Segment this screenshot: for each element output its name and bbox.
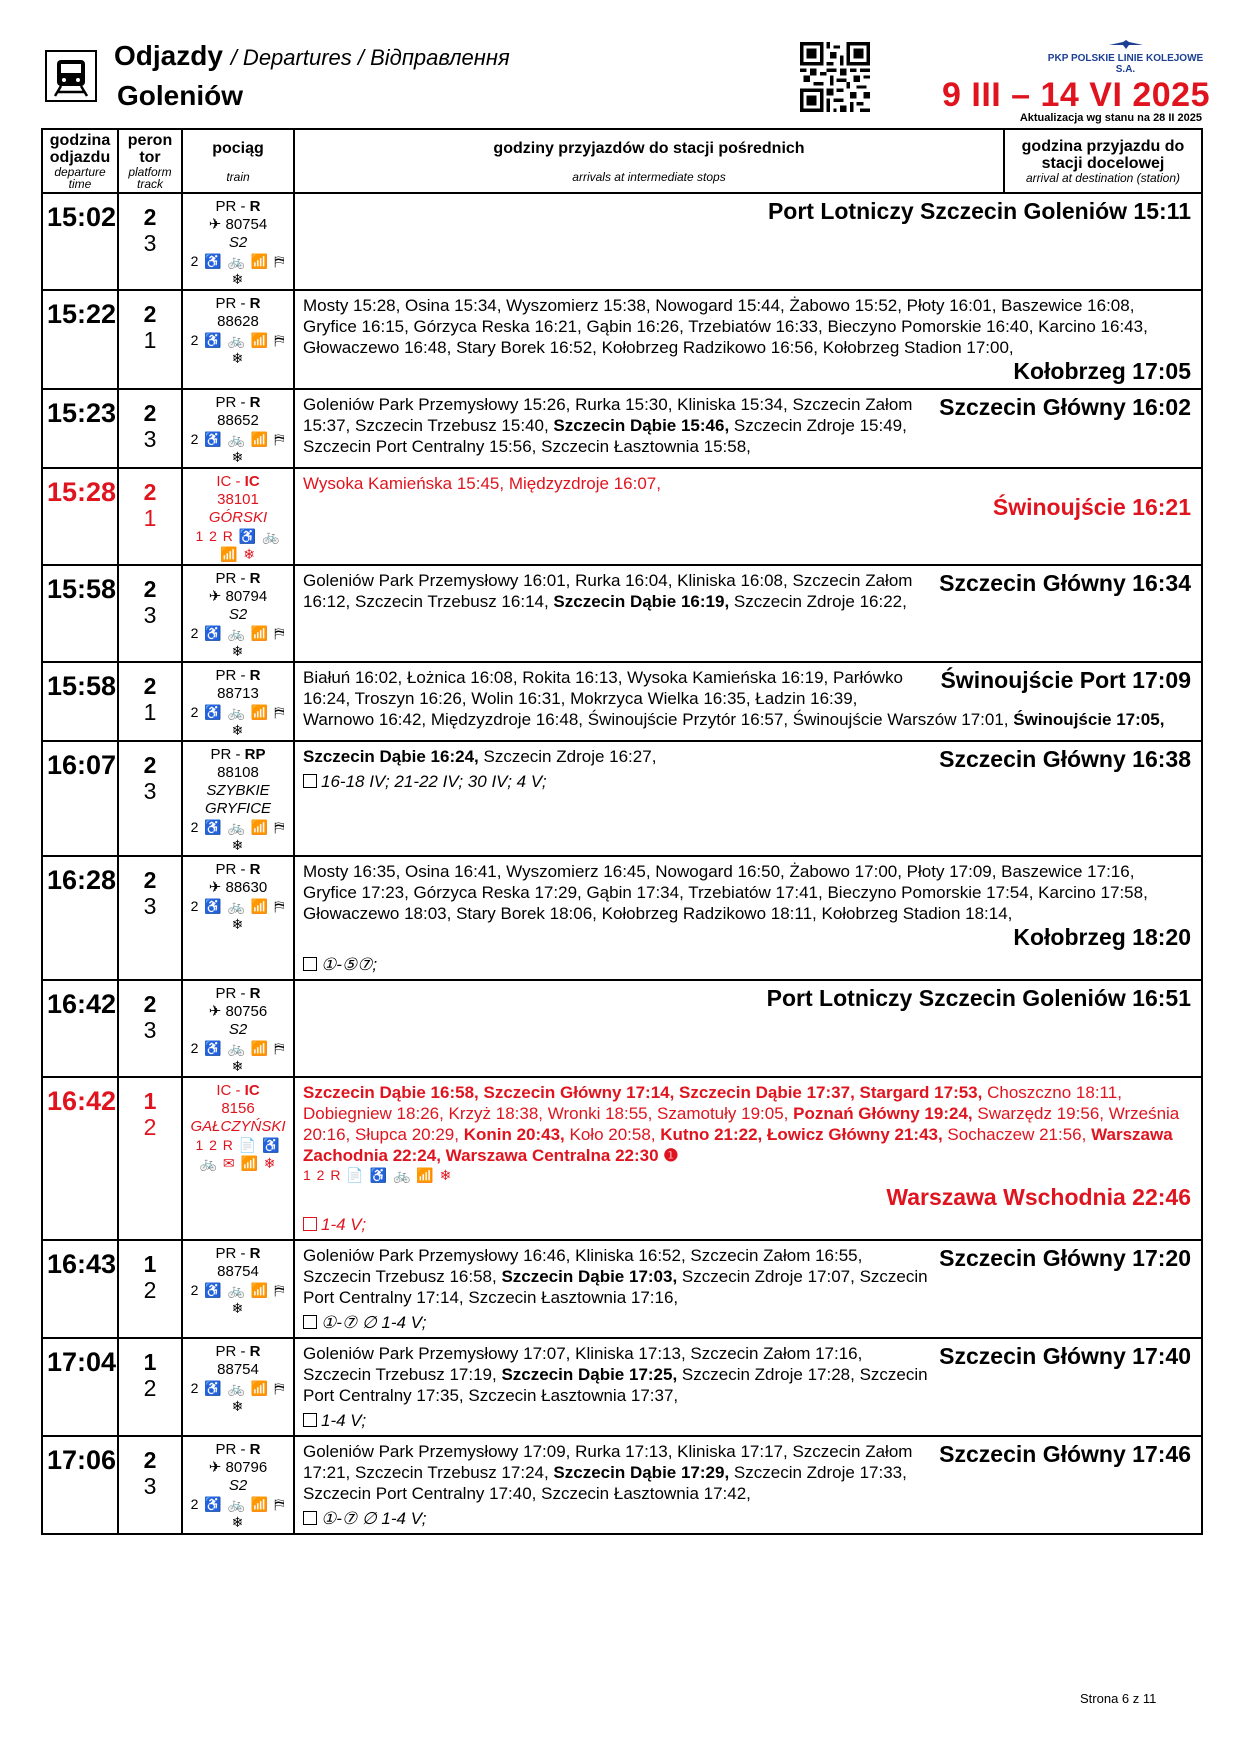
calendar-icon [303,1315,317,1329]
platform-cell [118,565,182,662]
category-code: R [249,198,261,215]
platform-cell [118,193,182,290]
departure-time: 17:04 [42,1338,118,1436]
carrier-code: PR - [215,295,250,312]
carrier-code: PR - [215,861,250,878]
service-icons: 2 ♿ 🚲 📶 ⛿ [190,1380,286,1396]
table-row [42,662,1202,741]
service-icons-extra: 🚲 ✉ 📶 ❄ [199,1155,277,1171]
track-number: 3 [143,778,157,804]
train-number: 88754 [217,1263,259,1280]
title-translations: / Departures / Відправлення [230,45,510,70]
train-number: 88652 [217,412,259,429]
stops-after: Szczecin Zdroje 17:07, Szczecin Port Centralny 17:14, Szczecin Łasztownia 17:16, [303,1267,928,1307]
carrier-code: PR - [215,1441,250,1458]
platform-cell [118,1240,182,1338]
track-number: 1 [143,505,157,531]
table-row [42,1436,1202,1534]
track-number: 2 [143,1277,157,1303]
carrier-code: PR - [215,570,250,587]
key-stop: Szczecin Dąbie 17:29, [553,1463,730,1482]
calendar-icon [303,1413,317,1427]
platform-number: 2 [143,400,157,426]
service-icons-inline: 1 2 R 📄 ♿ 🚲 📶 ❄ [303,1167,453,1183]
stops-cell [294,662,1202,741]
train-cell [182,468,294,565]
service-icons: 2 ♿ 🚲 📶 ⛿ [190,431,286,447]
train-cell [182,1077,294,1240]
stop-segment: Warszawa Zachodnia 22:24, Warszawa Centralna 22:30 [303,1125,1173,1165]
track-number: 3 [143,230,157,256]
table-row [42,856,1202,980]
running-days-note [303,771,1191,792]
key-stop: Szczecin Dąbie 16:19, [553,592,730,611]
track-number: 3 [143,1017,157,1043]
train-name: S2 [228,1477,248,1494]
stops-before: Goleniów Park Przemysłowy 15:26, Rurka 15:30, Kliniska 15:34, Szczecin Załom 15:37, Szczecin Trzebusz 15:40, [303,395,913,435]
destination: Szczecin Główny 17:40 [939,1343,1191,1369]
train-number: ✈ 80756 [208,1003,268,1020]
train-name: GAŁCZYŃSKI [190,1118,286,1135]
platform-number: 2 [143,673,157,699]
table-row [42,565,1202,662]
category-code: RP [244,746,266,763]
carrier-code: IC - [216,473,245,490]
platform-cell [118,389,182,468]
calendar-icon [303,774,317,788]
table-row [42,389,1202,468]
stop-segment: Choszczno 18:11, Dobiegniew 18:26, Krzyż 18:38, Wronki 18:55, Szamotuły 19:05, [303,1083,1122,1123]
running-days: 1-4 V; [321,1411,367,1430]
train-number: ✈ 80796 [208,1459,268,1476]
train-name: S2 [228,234,248,251]
service-icons: 1 2 R ♿ 🚲 [195,528,281,544]
departure-time: 17:06 [42,1436,118,1534]
train-number: 88713 [217,685,259,702]
track-number: 2 [143,1375,157,1401]
platform-cell [118,662,182,741]
stops-cell [294,1240,1202,1338]
platform-number: 2 [143,752,157,778]
category-code: R [249,985,261,1002]
stops-cell [294,741,1202,856]
carrier-code: PR - [215,1343,250,1360]
calendar-icon [303,1511,317,1525]
train-category [184,1082,292,1100]
carrier-code: PR - [215,198,250,215]
train-front-icon [45,50,97,102]
platform-number: 2 [143,301,157,327]
key-stop: Szczecin Dąbie 17:25, [501,1365,678,1384]
platform-number: 1 [143,1251,157,1277]
destination: Szczecin Główny 16:38 [939,746,1191,772]
key-stop: Szczecin Dąbie 16:24, [303,747,479,766]
service-icons: 2 ♿ 🚲 📶 ⛿ [190,625,286,641]
service-icons-extra: ❄ [231,916,245,932]
platform-cell [118,290,182,389]
service-icons: 2 ♿ 🚲 📶 ⛿ [190,1040,286,1056]
track-number: 3 [143,893,157,919]
running-days-note [303,1410,1191,1431]
track-number: 2 [143,1114,157,1140]
train-number: 88628 [217,313,259,330]
table-row [42,980,1202,1077]
train-name: GÓRSKI [208,509,268,526]
train-category [184,746,292,764]
destination: Port Lotniczy Szczecin Goleniów 15:11 [767,198,1191,224]
train-category [184,1245,292,1263]
platform-number: 2 [143,479,157,505]
stops-before: Goleniów Park Przemysłowy 17:07, Kliniska 17:13, Szczecin Załom 17:16, Szczecin Trzebusz 17:19, [303,1344,863,1384]
category-code: R [249,570,261,587]
table-header-row [42,129,1202,193]
track-number: 3 [143,426,157,452]
platform-cell [118,856,182,980]
departure-time: 15:58 [42,662,118,741]
service-icons: 2 ♿ 🚲 📶 ⛿ [190,253,286,269]
stops-cell [294,1077,1202,1240]
destination: Szczecin Główny 16:02 [939,394,1191,420]
destination: Szczecin Główny 16:34 [939,570,1191,596]
stop-segment: Szczecin Dąbie 16:58, Szczecin Główny 17:14, Szczecin Dąbie 17:37, Stargard 17:53, [303,1083,983,1102]
platform-cell [118,468,182,565]
running-days-note [303,1508,1191,1529]
train-cell [182,290,294,389]
train-number: ✈ 88630 [208,879,268,896]
platform-cell [118,741,182,856]
platform-number: 2 [143,1447,157,1473]
platform-number: 2 [143,867,157,893]
col-train-header: pociąg train [182,129,294,193]
stop-segment: ❶ [658,1146,679,1165]
platform-cell [118,1077,182,1240]
running-days-note [303,1214,1191,1235]
calendar-icon [303,1217,317,1231]
service-icons-extra: 📶 ❄ [219,546,257,562]
service-icons: 2 ♿ 🚲 📶 ⛿ [190,1282,286,1298]
table-row [42,290,1202,389]
train-cell [182,1436,294,1534]
intermediate-stops [303,1082,1191,1166]
destination: Warszawa Wschodnia 22:46 [886,1184,1191,1210]
platform-cell [118,1338,182,1436]
col-platform-header: peron tor platform track [118,129,182,193]
stop-segment: Koło 20:58, [564,1125,661,1144]
stop-segment: Swarzędz 19:56, Września 20:16, Słupca 20:29, [303,1104,1180,1144]
key-stop: Świnoujście 17:05, [1013,710,1165,729]
stops-cell [294,193,1202,290]
carrier-code: IC - [216,1082,245,1099]
train-number: ✈ 80754 [208,216,268,233]
stops-after: Szczecin Zdroje 16:22, [729,592,907,611]
train-category [184,1441,292,1459]
category-code: IC [244,473,260,490]
category-code: R [249,394,261,411]
pkp-plk-logo-icon: PKP POLSKIE LINIE KOLEJOWE S.A. [1043,40,1208,75]
stops-cell [294,290,1202,389]
departure-time: 15:02 [42,193,118,290]
departure-time: 16:07 [42,741,118,856]
departure-time: 15:23 [42,389,118,468]
qr-code-icon[interactable] [800,42,870,112]
train-category [184,985,292,1003]
train-name: S2 [228,606,248,623]
departure-time: 15:22 [42,290,118,389]
stops-before: Goleniów Park Przemysłowy 16:01, Rurka 16:04, Kliniska 16:08, Szczecin Załom 16:12, Szczecin Trzebusz 16:14, [303,571,913,611]
train-category [184,861,292,879]
platform-number: 2 [143,204,157,230]
platform-number: 1 [143,1088,157,1114]
train-category [184,198,292,216]
track-number: 1 [143,327,157,353]
running-days: ①-⑦ ∅ 1-4 V; [321,1313,427,1332]
departure-time: 16:28 [42,856,118,980]
destination: Świnoujście 16:21 [992,494,1191,520]
table-row [42,1240,1202,1338]
departure-time: 16:42 [42,1077,118,1240]
departure-time: 15:28 [42,468,118,565]
destination: Szczecin Główny 17:20 [939,1245,1191,1271]
stops-cell [294,565,1202,662]
stops-cell [294,1436,1202,1534]
stop-segment: Sochaczew 21:56, [942,1125,1092,1144]
stops-after: Szczecin Zdroje 16:27, [478,747,657,766]
service-icons-extra: ❄ [231,1514,245,1530]
departure-time: 15:58 [42,565,118,662]
train-cell [182,856,294,980]
track-number: 1 [143,699,157,725]
category-code: R [249,295,261,312]
train-category [184,295,292,313]
stops-before: Goleniów Park Przemysłowy 17:09, Rurka 17:13, Kliniska 17:17, Szczecin Załom 17:21, Szczecin Trzebusz 17:24, [303,1442,913,1482]
service-icons-extra: ❄ [231,350,245,366]
service-icons-extra: ❄ [231,1058,245,1074]
category-code: R [249,1441,261,1458]
stops-after: Szczecin Zdroje 15:49, Szczecin Port Centralny 15:56, Szczecin Łasztownia 15:58, [303,416,907,456]
service-icons: 2 ♿ 🚲 📶 ⛿ [190,819,286,835]
running-days: 16-18 IV; 21-22 IV; 30 IV; 4 V; [321,772,547,791]
category-code: R [249,1245,261,1262]
carrier-code: PR - [215,667,250,684]
stop-segment: Kutno 21:22, Łowicz Główny 21:43, [660,1125,943,1144]
departures-table [41,128,1203,1535]
intermediate-stops: Mosty 16:35, Osina 16:41, Wyszomierz 16:45, Nowogard 16:50, Żabowo 17:00, Płoty 17:09, Baszewice 17:16, Gryfice 17:23, Górzyca Reska 17:29, Gąbin 17:34, Trzebiatów 17:41, Bieczyno Pomorskie 17:54, Karcino 17:58, Głowaczewo 18:03, Stary Borek 18:06, Kołobrzeg Radzikowo 18:11, Kołobrzeg Stadion 18:14, [303,862,1148,923]
service-icons: 2 ♿ 🚲 📶 ⛿ [190,1496,286,1512]
track-number: 3 [143,1473,157,1499]
col-destination-header: godzina przyjazdu do stacji docelowej arrival at destination (station) [1004,129,1202,193]
service-icons-extra: ❄ [231,1300,245,1316]
category-code: R [249,1343,261,1360]
carrier-code: PR - [215,394,250,411]
running-days: ①-⑦ ∅ 1-4 V; [321,1509,427,1528]
train-number: 88108 [217,764,259,781]
platform-number: 1 [143,1349,157,1375]
page-number: Strona 6 z 11 [1080,1691,1157,1706]
train-cell [182,1240,294,1338]
col-time-header: godzina odjazdu departure time [42,129,118,193]
stops-before: Białuń 16:02, Łożnica 16:08, Rokita 16:13, Wysoka Kamieńska 16:19, Parłówko 16:24, Troszyn 16:26, Wolin 16:31, Mokrzyca Wielka 16:35, Ładzin 16:39, Warnowo 16:42, Międzyzdroje 16:48, Świnoujście Przytór 16:57, Świnoujście Warszów 17:01, [303,668,1014,729]
carrier-code: PR - [215,985,250,1002]
calendar-icon [303,957,317,971]
intermediate-stops: Mosty 15:28, Osina 15:34, Wyszomierz 15:38, Nowogard 15:44, Żabowo 15:52, Płoty 16:01, Baszewice 16:08, Gryfice 16:15, Górzyca Reska 16:21, Gąbin 16:26, Trzebiatów 16:33, Bieczyno Pomorskie 16:40, Karcino 16:43, Głowaczewo 16:48, Stary Borek 16:52, Kołobrzeg Radzikowo 16:56, Kołobrzeg Stadion 17:00, [303,296,1148,357]
service-icons-extra: ❄ [231,722,245,738]
service-icons: 2 ♿ 🚲 📶 ⛿ [190,332,286,348]
carrier-code: PR - [215,1245,250,1262]
table-row [42,1338,1202,1436]
train-number: 88754 [217,1361,259,1378]
train-number: 8156 [221,1100,255,1117]
category-code: R [249,667,261,684]
train-category [184,667,292,685]
platform-number: 2 [143,991,157,1017]
page-title: Odjazdy / Departures / Відправлення [114,40,510,71]
platform-cell [118,980,182,1077]
track-number: 3 [143,602,157,628]
train-cell [182,193,294,290]
service-icons-extra: ❄ [231,1398,245,1414]
train-cell [182,1338,294,1436]
station-name: Goleniów [117,80,243,111]
train-cell [182,389,294,468]
stop-segment: Konin 20:43, [463,1125,565,1144]
category-code: R [249,861,261,878]
table-row [42,468,1202,565]
destination: Kołobrzeg 17:05 [1013,358,1191,384]
service-icons-extra: ❄ [231,837,245,853]
validity-period: 9 III – 14 VI 2025 [942,76,1210,114]
stops-cell [294,468,1202,565]
table-row [42,741,1202,856]
stop-segment: Poznań Główny 19:24, [793,1104,973,1123]
stops-after: Szczecin Zdroje 17:28, Szczecin Port Centralny 17:35, Szczecin Łasztownia 17:37, [303,1365,928,1405]
service-icons: 2 ♿ 🚲 📶 ⛿ [190,898,286,914]
train-category [184,1343,292,1361]
destination: Port Lotniczy Szczecin Goleniów 16:51 [766,985,1191,1011]
intermediate-stops: Wysoka Kamieńska 15:45, Międzyzdroje 16:07, [303,474,661,493]
service-icons-extra: ❄ [231,449,245,465]
stops-before: Goleniów Park Przemysłowy 16:46, Kliniska 16:52, Szczecin Załom 16:55, Szczecin Trzebusz 16:58, [303,1246,863,1286]
key-stop: Szczecin Dąbie 17:03, [501,1267,678,1286]
stops-cell [294,980,1202,1077]
running-days-note [303,1312,1191,1333]
carrier-code: PR - [210,746,245,763]
train-category [184,394,292,412]
destination: Kołobrzeg 18:20 [1013,924,1191,950]
stops-cell [294,1338,1202,1436]
train-number: ✈ 80794 [208,588,268,605]
service-icons-extra: ❄ [231,271,245,287]
service-icons: 1 2 R 📄 ♿ [195,1137,281,1153]
service-icons: 2 ♿ 🚲 📶 ⛿ [190,704,286,720]
train-category [184,473,292,491]
running-days-note [303,954,1191,975]
train-category [184,570,292,588]
train-cell [182,741,294,856]
destination: Szczecin Główny 17:46 [939,1441,1191,1467]
table-row [42,193,1202,290]
train-name: S2 [228,1021,248,1038]
service-icons-extra: ❄ [231,643,245,659]
stops-cell [294,856,1202,980]
key-stop: Szczecin Dąbie 15:46, [553,416,730,435]
update-note: Aktualizacja wg stanu na 28 II 2025 [1019,112,1202,124]
train-cell [182,662,294,741]
col-stops-header: godziny przyjazdów do stacji pośrednich arrivals at intermediate stops [294,129,1004,193]
category-code: IC [244,1082,260,1099]
table-row [42,1077,1202,1240]
destination: Świnoujście Port 17:09 [940,667,1191,693]
departure-time: 16:43 [42,1240,118,1338]
stops-cell [294,389,1202,468]
stops-after: Szczecin Zdroje 17:33, Szczecin Port Centralny 17:40, Szczecin Łasztownia 17:42, [303,1463,907,1503]
train-cell [182,565,294,662]
running-days: 1-4 V; [321,1215,367,1234]
platform-cell [118,1436,182,1534]
train-cell [182,980,294,1077]
train-name: SZYBKIE GRYFICE [204,782,272,817]
running-days: ①-⑤⑦; [321,955,378,974]
departure-time: 16:42 [42,980,118,1077]
platform-number: 2 [143,576,157,602]
train-number: 38101 [217,491,259,508]
